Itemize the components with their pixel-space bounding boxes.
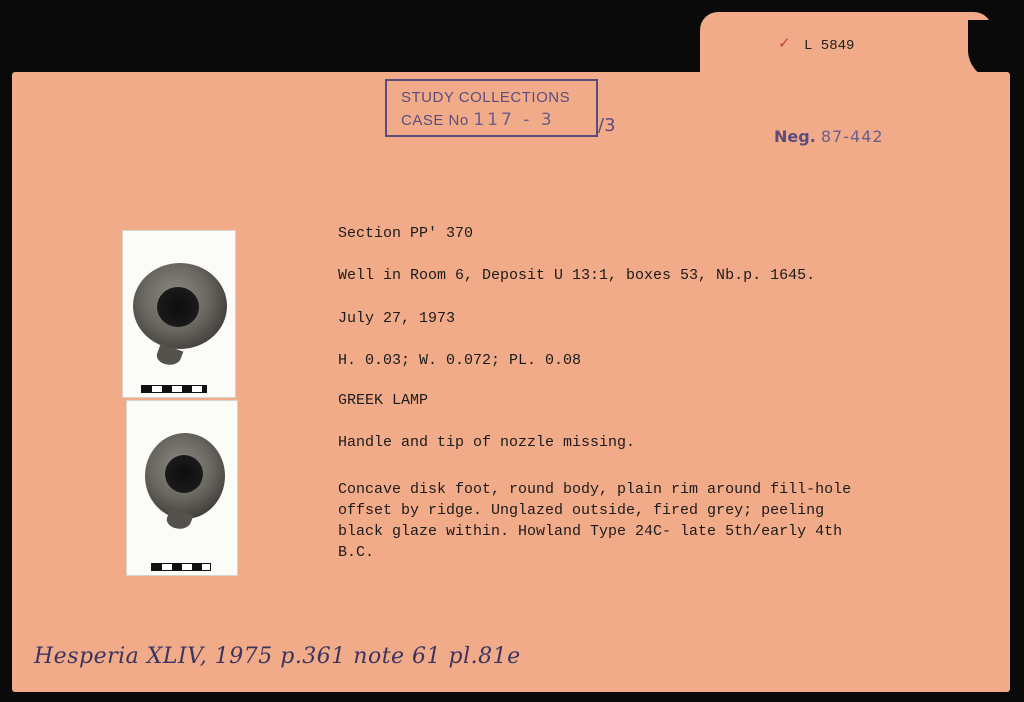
negative-label: Neg. — [774, 127, 816, 146]
date-field: July 27, 1973 — [338, 310, 456, 327]
study-collections-stamp — [385, 79, 598, 137]
condition-field: Handle and tip of nozzle missing. — [338, 434, 636, 451]
check-mark: ✓ — [778, 34, 791, 52]
handwritten-reference: Hesperia XLIV, 1975 p.361 note 61 pl.81e — [34, 644, 521, 669]
negative-number — [774, 127, 884, 146]
lamp-fill-hole — [157, 287, 199, 327]
section-field: Section PP' 370 — [338, 225, 474, 242]
context-field: Well in Room 6, Deposit U 13:1, boxes 53, Nb.p. 1645. — [338, 267, 816, 284]
description-field: Concave disk foot, round body, plain rim around fill-hole offset by ridge. Unglazed outside, fired grey; peeling black glaze within. Howland Type 24C- late 5th/early 4th B.C. — [338, 481, 852, 561]
stamp-line-2 — [401, 109, 596, 132]
dimensions-field: H. 0.03; W. 0.072; PL. 0.08 — [338, 352, 582, 369]
negative-value: 87-442 — [820, 127, 884, 146]
lamp-photo-bottom — [126, 400, 238, 576]
scale-bar — [151, 563, 211, 571]
scale-bar — [141, 385, 207, 393]
stamp-case-number: 117 - 3 — [473, 110, 555, 130]
object-field: GREEK LAMP — [338, 392, 429, 409]
stamp-line-1: STUDY COLLECTIONS — [401, 89, 571, 106]
stamp-case-label: CASE No — [401, 112, 469, 129]
catalog-number: L 5849 — [804, 38, 855, 54]
lamp-fill-hole — [165, 455, 203, 493]
lamp-photo-top — [122, 230, 236, 398]
stamp-suffix: /3 — [598, 115, 616, 136]
